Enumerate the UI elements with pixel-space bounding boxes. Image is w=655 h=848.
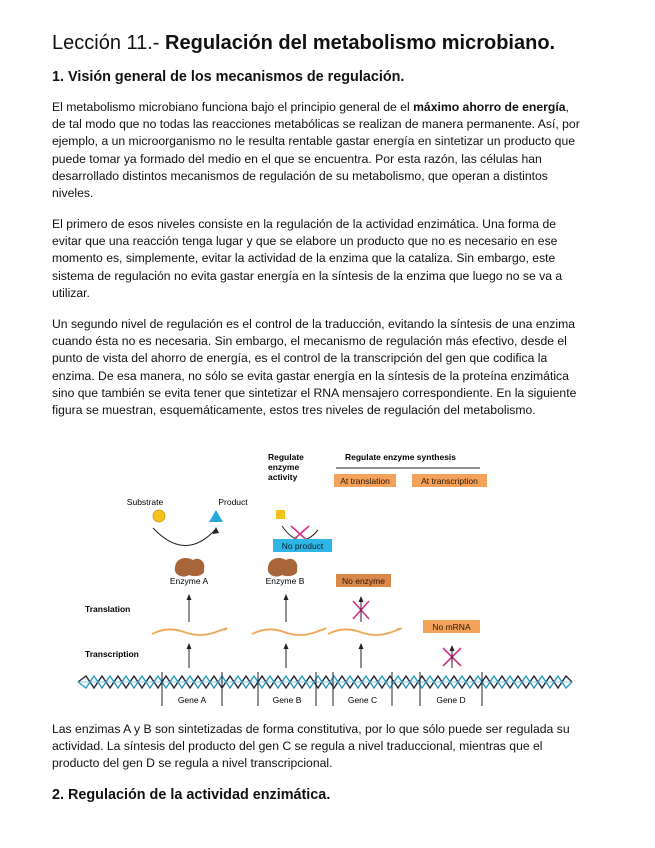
enzyme-b-icon	[268, 558, 298, 577]
paragraph-2: El primero de esos niveles consiste en la regulación de la actividad enzimática. Una forma de evitar que una reacción tenga lugar y que se elabore un producto que no es necesario en ese momento es, simplemente, evitar la actividad de la enzima que la cataliza. Sin embargo, este sistema de regulación no evita gastar energía en la síntesis de la enzima que luego no se va a utilizar.	[52, 217, 563, 300]
substrate-label: Substrate	[126, 497, 164, 507]
paragraph-3: Un segundo nivel de regulación es el control de la traducción, evitando la síntesis de una enzima cuando ésta no es necesaria. Sin embargo, el mecanismo de regulación más efectivo, desde el punto de vista del ahorro de energía, es el control de la transcripción del gen que codifica la enzima. De esa manera, no sólo se evita gastar energía en la síntesis de la proteína enzimática sino que también se evita tener que sintetizar el RNA mensajero correspondiente. En la siguiente figura se muestran, esquemáticamente, estos tres niveles de regulación del metabolismo.	[52, 317, 577, 418]
dna-helix	[78, 676, 572, 688]
reaction-arrowhead	[213, 527, 220, 534]
at-translation-label: At translation	[340, 476, 390, 486]
substrate-icon	[153, 510, 165, 522]
regulate-activity-label-3: activity	[268, 472, 298, 482]
no-mrna-label: No mRNA	[432, 622, 471, 632]
gene-d-label: Gene D	[436, 695, 466, 705]
paragraph-1-bold: máximo ahorro de energía	[413, 100, 566, 114]
transcription-arrowhead-a	[187, 643, 192, 649]
lesson-title-prefix: Lección 11.-	[52, 32, 166, 54]
transcription-arrowhead-b	[284, 643, 289, 649]
no-enzyme-label: No enzyme	[342, 576, 385, 586]
mrna-strand-b	[252, 628, 326, 635]
regulate-synthesis-label: Regulate enzyme synthesis	[345, 452, 457, 462]
paragraph-1-end: , de tal modo que no todas las reacciones metabólicas se realizan de manera permanente. Así, por ejemplo, a un microorganismo no le resulta rentable gastar energía en sintetizar un producto que puede tomar ya formado del medio en el que se encuentra. Por esta razón, las células han desarrollado distintos mecanismos de regulación de su metabolismo, que operan a distintos niveles.	[52, 100, 580, 201]
enzyme-b-label: Enzyme B	[265, 576, 305, 586]
translation-arrowhead-c	[359, 596, 364, 602]
translation-label: Translation	[85, 604, 131, 614]
at-transcription-label: At transcription	[421, 476, 478, 486]
lesson-title	[52, 30, 555, 56]
regulate-activity-label-1: Regulate	[268, 452, 304, 462]
gene-a-label: Gene A	[177, 695, 207, 705]
reaction-arrow	[153, 528, 215, 546]
section-2-heading: 2. Regulación de la actividad enzimática.	[52, 787, 331, 803]
enzyme-a-label: Enzyme A	[169, 576, 209, 586]
mrna-strand-a	[152, 628, 227, 635]
paragraph-4: Las enzimas A y B son sintetizadas de forma constitutiva, por lo que sólo puede ser regulada su actividad. La síntesis del producto del gen C se regula a nivel traduccional, mientras que el producto del gen D se regula a nivel transcripcional.	[52, 722, 570, 771]
paragraph-1	[52, 99, 584, 202]
transcription-arrowhead-d	[450, 645, 455, 651]
lesson-title-main: Regulación del metabolismo microbiano.	[165, 32, 556, 54]
blocked-substrate-icon	[276, 510, 285, 519]
regulation-figure	[0, 444, 655, 714]
section-1-heading: 1. Visión general de los mecanismos de regulación.	[52, 69, 405, 85]
no-product-label: No product	[281, 541, 324, 551]
transcription-label: Transcription	[85, 649, 139, 659]
transcription-arrowhead-c	[359, 643, 364, 649]
regulate-activity-label-2: enzyme	[268, 462, 300, 472]
gene-b-label: Gene B	[272, 695, 302, 705]
paragraph-1-start: El metabolismo microbiano funciona bajo el principio general de el	[52, 100, 414, 114]
gene-c-label: Gene C	[347, 695, 378, 705]
product-label: Product	[218, 497, 248, 507]
product-icon	[209, 510, 223, 522]
enzyme-a-icon	[175, 558, 205, 577]
translation-arrowhead-b	[284, 594, 289, 600]
mrna-strand-c	[328, 628, 401, 635]
translation-arrowhead-a	[187, 594, 192, 600]
